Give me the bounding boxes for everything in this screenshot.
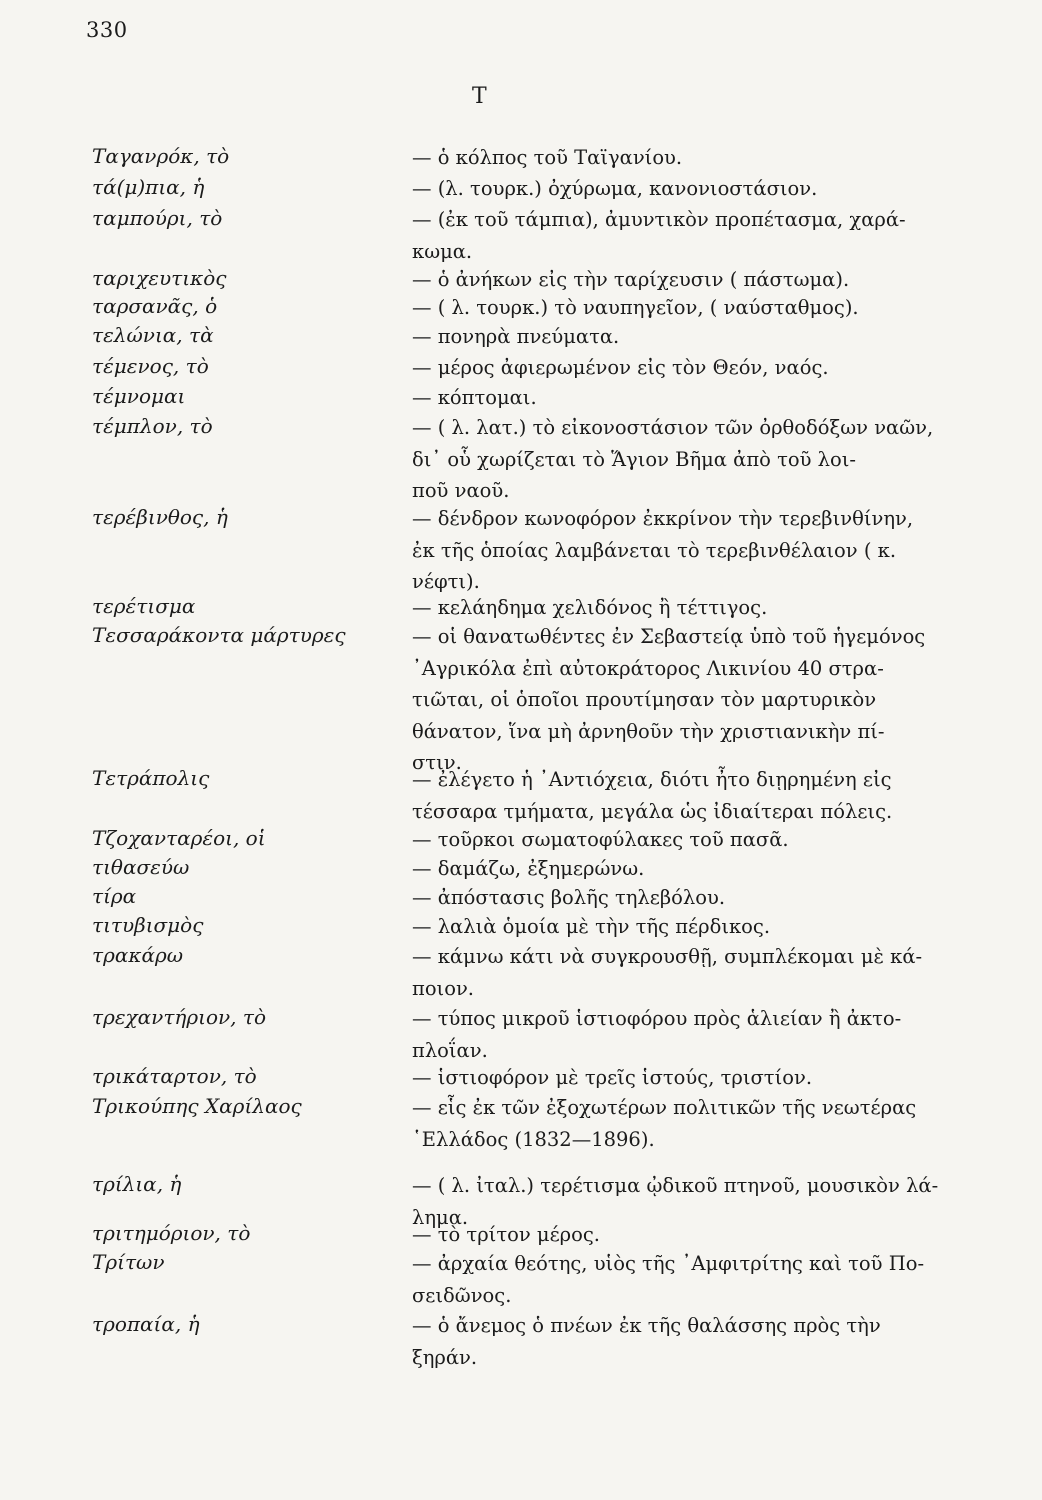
entry-definition: — πονηρὰ πνεύματα. xyxy=(412,325,620,348)
entry-definition: — ( λ. λατ.) τὸ εἰκονοστάσιον τῶν ὀρθοδόξων ναῶν, δι᾽ οὗ χωρίζεται τὸ Ἅγιον Βῆμα ἀπὸ τοῦ λοι- ποῦ ναοῦ. xyxy=(412,416,934,502)
entry-definition: — ἀρχαία θεότης, υἱὸς τῆς ᾿Αμφιτρίτης καὶ τοῦ Πο- σειδῶνος. xyxy=(412,1252,925,1307)
entry-definition: — λαλιὰ ὁμοία μὲ τὴν τῆς πέρδικος. xyxy=(412,915,771,938)
entry-definition: — τύπος μικροῦ ἱστιοφόρου πρὸς ἁλιείαν ἢ ἀκτο- πλοΐαν. xyxy=(412,1007,902,1062)
entry-term: Τρίτων xyxy=(92,1250,165,1274)
entry-definition: — (ἐκ τοῦ τάμπια), ἀμυντικὸν προπέτασμα, χαρά- κωμα. xyxy=(412,208,906,263)
entry-definition: — ὁ ἀνήκων εἰς τὴν ταρίχευσιν ( πάστωμα). xyxy=(412,268,850,291)
entry-term: τρακάρω xyxy=(92,943,184,967)
entry-definition: — (λ. τουρκ.) ὀχύρωμα, κανονιοστάσιον. xyxy=(412,177,818,200)
entry-definition: — ὁ κόλπος τοῦ Ταϊγανίου. xyxy=(412,146,683,169)
entry-definition: — τὸ τρίτον μέρος. xyxy=(412,1223,601,1246)
entry-definition: — μέρος ἀφιερωμένον εἰς τὸν Θεόν, ναός. xyxy=(412,356,829,379)
entry-definition: — κάμνω κάτι νὰ συγκρουσθῇ, συμπλέκομαι μὲ κά- ποιον. xyxy=(412,945,923,1000)
entry-term: τροπαία, ἡ xyxy=(92,1312,200,1336)
entry-definition: — εἷς ἐκ τῶν ἐξοχωτέρων πολιτικῶν τῆς νεωτέρας ῾Ελλάδος (1832—1896). xyxy=(412,1096,917,1151)
entry-term: ταριχευτικὸς xyxy=(92,266,227,290)
entry-term: τίρα xyxy=(92,884,137,908)
entry-term: τιθασεύω xyxy=(92,855,190,879)
entry-definition: — ἐλέγετο ἡ ᾿Αντιόχεια, διότι ἦτο διῃρημένη εἰς τέσσαρα τμήματα, μεγάλα ὡς ἰδιαίτεραι πόλεις. xyxy=(412,768,893,823)
entry-definition: — ἀπόστασις βολῆς τηλεβόλου. xyxy=(412,886,726,909)
entry-definition: — κόπτομαι. xyxy=(412,386,537,409)
section-letter-heading: T xyxy=(472,84,487,109)
entry-term: Τετράπολις xyxy=(92,766,210,790)
entry-definition: — ( λ. τουρκ.) τὸ ναυπηγεῖον, ( ναύσταθμος). xyxy=(412,296,859,319)
entry-definition: — ( λ. ἰταλ.) τερέτισμα ᾠδικοῦ πτηνοῦ, μουσικὸν λά- λημα. xyxy=(412,1174,939,1229)
entry-term: τριτημόριον, τὸ xyxy=(92,1221,251,1245)
entry-definition: — τοῦρκοι σωματοφύλακες τοῦ πασᾶ. xyxy=(412,828,789,851)
entry-term: τέμνομαι xyxy=(92,384,186,408)
entry-term: τερέβινθος, ἡ xyxy=(92,505,228,529)
entry-definition: — ὁ ἄνεμος ὁ πνέων ἐκ τῆς θαλάσσης πρὸς τὴν ξηράν. xyxy=(412,1314,881,1369)
entry-definition: — δένδρον κωνοφόρον ἐκκρίνον τὴν τερεβινθίνην, ἐκ τῆς ὁποίας λαμβάνεται τὸ τερεβινθέλαιον ( κ. νέφτι). xyxy=(412,507,914,593)
entry-term: τρίλια, ἡ xyxy=(92,1172,182,1196)
entry-term: Τζοχανταρέοι, οἱ xyxy=(92,826,266,850)
entry-term: τά(μ)πια, ἡ xyxy=(92,175,205,199)
entry-term: Ταγανρόκ, τὸ xyxy=(92,144,230,168)
entry-term: τερέτισμα xyxy=(92,594,196,618)
entry-definition: — δαμάζω, ἐξημερώνω. xyxy=(412,857,645,880)
entry-term: ταρσανᾶς, ὁ xyxy=(92,294,218,318)
entry-term: Τεσσαράκοντα μάρτυρες xyxy=(92,623,346,647)
entry-term: τιτυβισμὸς xyxy=(92,913,204,937)
entry-term: τελώνια, τὰ xyxy=(92,323,214,347)
entry-term: ταμπούρι, τὸ xyxy=(92,206,223,230)
entry-definition: — ἱστιοφόρον μὲ τρεῖς ἱστούς, τριστίον. xyxy=(412,1066,813,1089)
page-number: 330 xyxy=(86,18,128,42)
entry-term: τέμενος, τὸ xyxy=(92,354,209,378)
entry-definition: — κελάηδημα χελιδόνος ἢ τέττιγος. xyxy=(412,596,768,619)
entry-definition: — οἱ θανατωθέντες ἐν Σεβαστείᾳ ὑπὸ τοῦ ἡγεμόνος ᾿Αγρικόλα ἐπὶ αὐτοκράτορος Λικινίου 40 στρα- τιῶται, οἱ ὁποῖοι προυτίμησαν τὸν μαρτυρικὸν θάνατον, ἵνα μὴ ἀρνηθοῦν τὴν χριστιανικὴν πί- στιν. xyxy=(412,625,926,774)
entry-term: Τρικούπης Χαρίλαος xyxy=(92,1094,302,1118)
entry-term: τρικάταρτον, τὸ xyxy=(92,1064,257,1088)
entry-term: τρεχαντήριον, τὸ xyxy=(92,1005,267,1029)
entry-term: τέμπλον, τὸ xyxy=(92,414,213,438)
